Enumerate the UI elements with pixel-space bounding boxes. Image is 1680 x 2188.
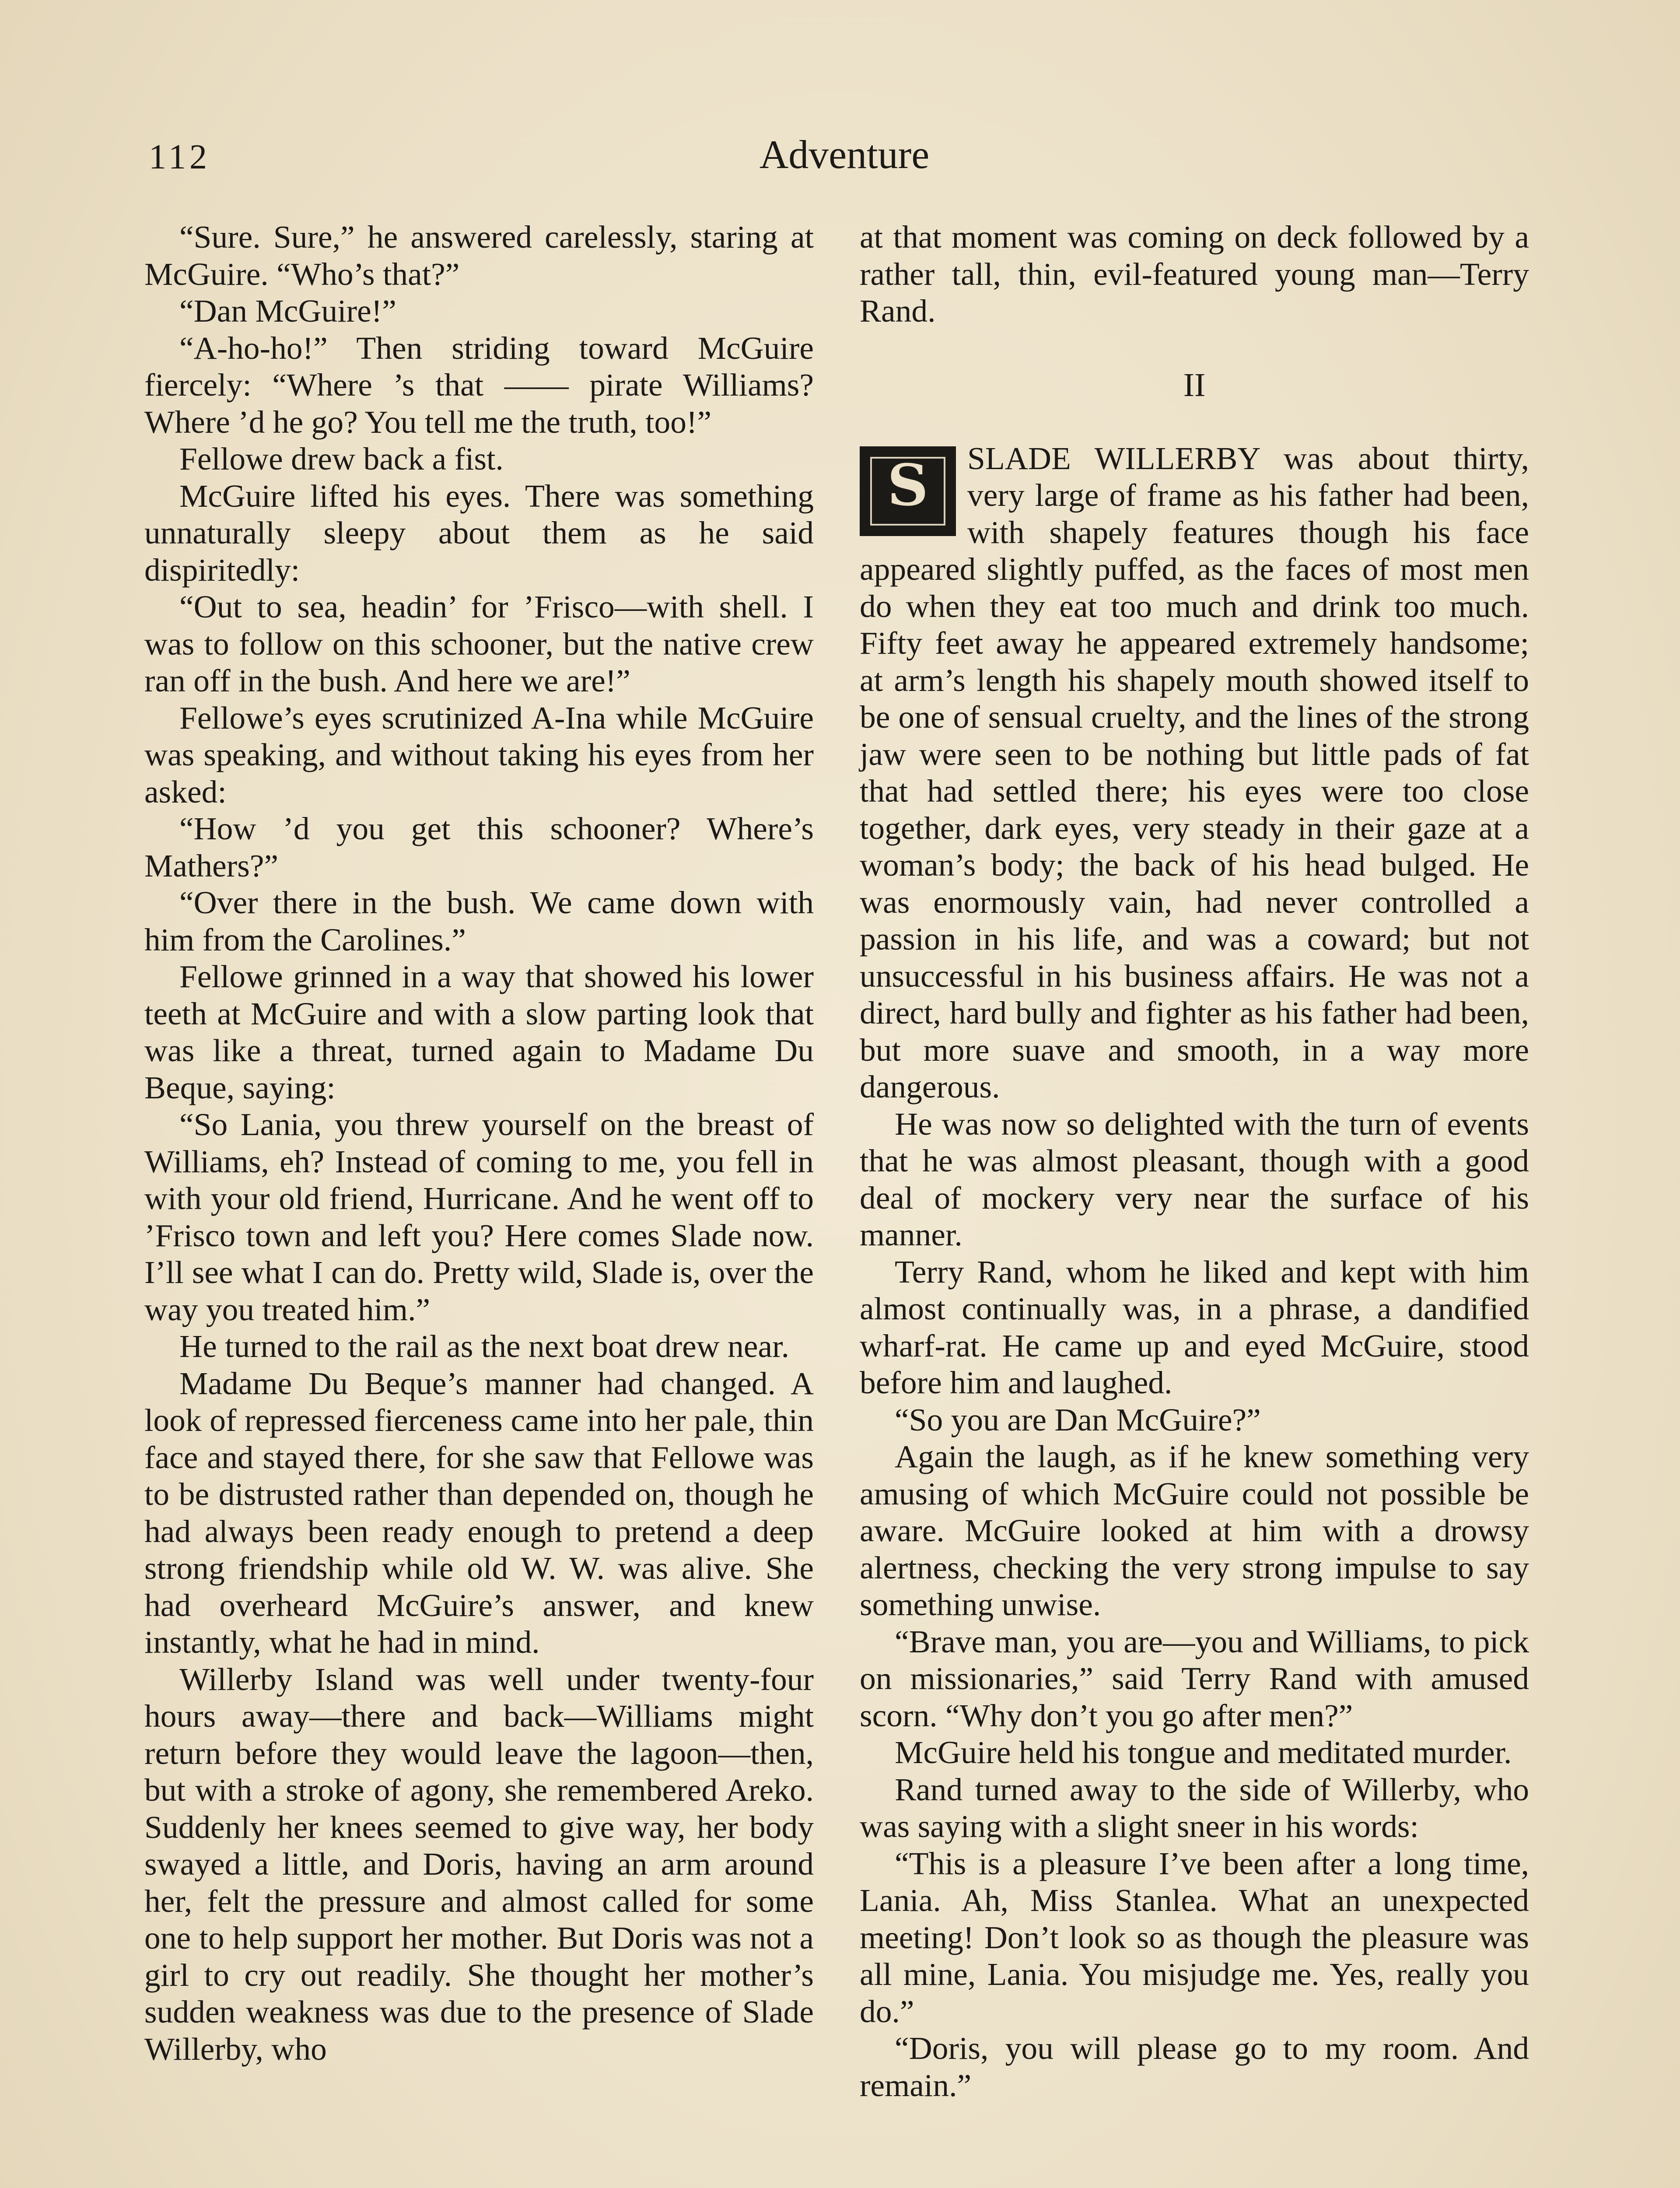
paragraph: “Doris, you will please go to my room. And remain.” (860, 2030, 1529, 2103)
paragraph-text: SLADE WILLERBY was about thirty, very large of frame as his father had been, with shapely features though his face appeared slightly puffed, as the faces of most men do when they eat too much and drink too much. Fifty feet away he appeared extremely handsome; at arm’s length his shapely mouth showed itself to be one of sensual cruelty, and the lines of the strong jaw were seen to be nothing but little pads of fat that had settled there; his eyes were too close together, dark eyes, very steady in their gaze at a woman’s body; the back of his head bulged. He was enormously vain, had never controlled a passion in his life, and was a coward; but not unsuccessful in his business affairs. He was not a direct, hard bully and fighter as his father had been, but more suave and smooth, in a way more dangerous. (860, 440, 1529, 1105)
paragraph: Fellowe’s eyes scrutinized A-Ina while McGuire was speaking, and without taking his eyes from her asked: (144, 700, 814, 810)
page-number: 112 (149, 138, 211, 176)
paragraph: “Dan McGuire!” (179, 293, 396, 329)
paragraph: Again the laugh, as if he knew something very amusing of which McGuire could not possible be aware. McGuire looked at him with a drowsy alertness, checking the very strong impulse to say something unwise. (860, 1439, 1529, 1622)
page-header (144, 131, 1544, 179)
paragraph: Rand turned away to the side of Willerby, who was saying with a slight sneer in his words: (860, 1771, 1529, 1844)
paragraph: “Out to sea, headin’ for ’Frisco—with shell. I was to follow on this schooner, but the native crew ran off in the bush. And here we are!” (144, 589, 814, 698)
paragraph: McGuire held his tongue and meditated murder. (895, 1735, 1512, 1770)
paragraph: Fellowe grinned in a way that showed his lower teeth at McGuire and with a slow parting look that was like a threat, turned again to Madame Du Beque, saying: (144, 959, 814, 1105)
paragraph: Madame Du Beque’s manner had changed. A look of repressed fierceness came into her pale, thin face and stayed there, for she saw that Fellowe was to be distrusted rather than depended on, though he had always been ready enough to pretend a deep strong friendship while old W. W. was alive. She had overheard McGuire’s answer, and knew instantly, what he had in mind. (144, 1365, 814, 1660)
paragraph: at that moment was coming on deck followed by a rather tall, thin, evil-featured young man—Terry Rand. (860, 219, 1529, 329)
ornamental-initial-icon (860, 446, 956, 536)
paragraph: “Brave man, you are—you and Williams, to pick on missionaries,” said Terry Rand with amused scorn. “Why don’t you go after men?” (860, 1623, 1529, 1733)
paragraph: He turned to the rail as the next boat drew near. (179, 1329, 789, 1364)
paragraph: “So you are Dan McGuire?” (895, 1402, 1261, 1438)
paragraph: “This is a pleasure I’ve been after a long time, Lania. Ah, Miss Stanlea. What an unexpected meeting! Don’t look so as though the pleasure was all mine, Lania. You misjudge me. Yes, really you do.” (860, 1845, 1529, 2029)
paragraph-with-dropcap (860, 440, 1529, 1106)
paragraph: “How ’d you get this schooner? Where’s Mathers?” (144, 811, 814, 884)
paragraph: “Over there in the bush. We came down with him from the Carolines.” (144, 885, 814, 957)
paragraph: Willerby Island was well under twenty-four hours away—there and back—Williams might return before they would leave the lagoon—then, but with a stroke of agony, she remembered Areko. Suddenly her knees seemed to give way, her body swayed a little, and Doris, having an arm around her, felt the pressure and almost called for some one to help support her mother. But Doris was not a girl to cry out readily. She thought her mother’s sudden weakness was due to the presence of Slade Willerby, who (144, 1661, 814, 2067)
paragraph: He was now so delighted with the turn of events that he was almost pleasant, though with a good deal of mockery very near the surface of his manner. (860, 1106, 1529, 1252)
paragraph: “Sure. Sure,” he answered carelessly, staring at McGuire. “Who’s that?” (144, 219, 814, 292)
paragraph: “A-ho-ho!” Then striding toward McGuire fiercely: “Where ’s that —— pirate Williams? Where ’d he go? You tell me the truth, too!” (144, 330, 814, 440)
paragraph: Fellowe drew back a fist. (179, 441, 504, 477)
left-column (144, 219, 814, 2068)
paragraph: Terry Rand, whom he liked and kept with him almost continually was, in a phrase, a dandified wharf-rat. He came up and eyed McGuire, stood before him and laughed. (860, 1254, 1529, 1400)
section-number: II (1183, 366, 1206, 403)
running-title: Adventure (759, 132, 930, 177)
paragraph: “So Lania, you threw yourself on the breast of Williams, eh? Instead of coming to me, you fell in with your old friend, Hurricane. And he went off to ’Frisco town and left you? Here comes Slade now. I’ll see what I can do. Pretty wild, Slade is, over the way you treated him.” (144, 1107, 814, 1327)
initial-letter: S (887, 451, 928, 519)
paragraph: McGuire lifted his eyes. There was something unnaturally sleepy about them as he said dispiritedly: (144, 478, 814, 588)
right-column (860, 219, 1529, 2104)
